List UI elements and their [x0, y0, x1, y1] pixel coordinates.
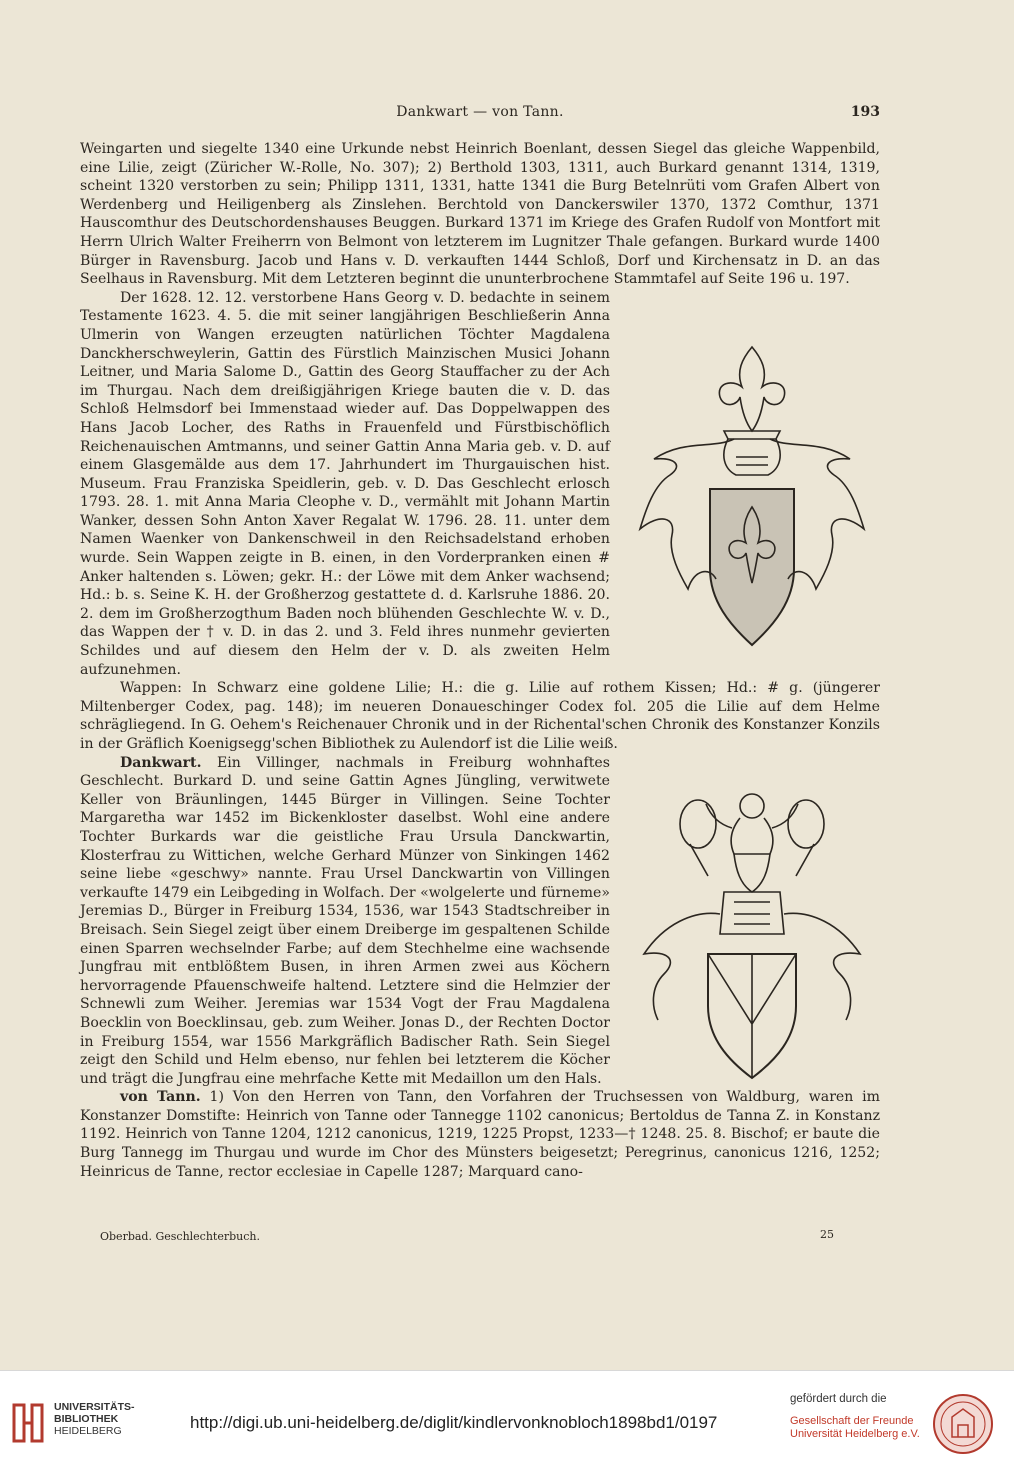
page-number: 193 [850, 104, 880, 120]
paragraph-4 [80, 754, 880, 1089]
permalink-url[interactable]: http://digi.ub.uni-heidelberg.de/diglit/kindlervonknobloch1898bd1/0197 [190, 1413, 718, 1432]
paragraph-2 [80, 289, 880, 679]
paragraph-5-text: 1) Von den Herren von Tann, den Vorfahren der Truchsessen von Waldburg, waren im Konstanzer Domstifte: Heinrich von Tanne oder Tannegge 1102 canonicus; Bertoldus de Tanna Z. in Konstanz 1192. Heinrich von Tanne 1204, 1212 canonicus, 1219, 1225 Propst, 1233—† 1248. 25. 8. Bischof; er baute die Burg Tannegg im Thurgau und wurde im Chor des Münsters beigesetzt; Peregrinus, canonicus 1216, 1252; Heinricus de Tanne, rector ecclesiae in Capelle 1287; Marquard cano- [80, 1089, 880, 1180]
digitization-banner [0, 1370, 1014, 1464]
university-seal-icon [932, 1393, 994, 1455]
page-header [80, 104, 880, 126]
lemma-dankwart: Dankwart. [120, 754, 202, 771]
coat-of-arms-figure [624, 339, 880, 657]
lemma-von-tann: von Tann. [120, 1089, 201, 1106]
sponsor-label: gefördert durch die [790, 1393, 887, 1405]
helm-arms-figure [624, 784, 880, 1084]
library-line-2: BIBLIOTHEK [54, 1413, 119, 1425]
paragraph-3: Wappen: In Schwarz eine goldene Lilie; H.: die g. Lilie auf rothem Kissen; Hd.: # g. (jüngerer Miltenberger Codex, pag. 148); im neueren Donaueschinger Codex fol. 205 die Lilie auf dem Helme schrägliegend. In G. Oehem's Reichenauer Chronik und in der Richental'schen Chronik des Konstanzer Konzils in der Gräflich Koenigsegg'schen Bibliothek zu Aulendorf ist die Lilie weiß. [80, 680, 880, 752]
fleur-de-lis-coat-of-arms-icon [624, 339, 880, 657]
footer-signature: 25 [820, 1228, 834, 1241]
body-text [80, 140, 880, 1181]
paragraph-2-text: Der 1628. 12. 12. verstorbene Hans Georg v. D. bedachte in seinem Testamente 1623. 4. 5. die mit seiner langjährigen Beschließerin Anna Ulmerin von Wangen erzeugten natürlichen Töchter Magdalena Danckherschweylerin, Gattin des Fürstlich Mainzischen Musici Johann Leitner, und Maria Salome D., Gattin des Georg Stauffacher zu der Ach im Thurgau. Nach dem dreißigjährigen Kriege bauten die v. D. das Schloß Helmsdorf bei Immenstaad wieder auf. Das Doppelwappen des Hans Jacob Locher, des Raths in Frauenfeld und Fürstbischöflich Reichenauischen Amtmanns, und seiner Gattin Anna Maria geb. v. D. auf einem Glasgemälde aus dem 17. Jahrhundert im Thurgauischen hist. Museum. Frau Franziska Speidlerin, geb. v. D. Das Geschlecht erlosch 1793. 28. 1. mit Anna Maria Cleophe v. D., vermählt mit Johann Martin Wanker, dessen Sohn Anton Xaver Regalat W. 1796. 28. 11. unter dem Namen Waenker von Dankenschweil in den Reichsadelstand erhoben wurde. Sein Wappen zeigte in B. einen, in den Vorderpranken einen # Anker haltenden s. Löwen; gekr. H.: der Löwe mit dem Anker wachsend; Hd.: b. s. Seine K. H. der Großherzog gestattete d. d. Karlsruhe 1886. 20. 2. dem im Großherzogthum Baden noch blühenden Geschlechte W. v. D., das Wappen der † v. D. in das 2. und 3. Feld ihres nunmehr gevierten Schildes und auf diesem den Helm der v. D. als zweiten Helm aufzunehmen. [80, 289, 610, 678]
footer-book-title: Oberbad. Geschlechterbuch. [100, 1230, 260, 1243]
library-line-3: HEIDELBERG [54, 1425, 122, 1437]
running-title: Dankwart — von Tann. [396, 104, 564, 120]
ub-logo-icon [10, 1401, 46, 1445]
library-line-1: UNIVERSITÄTS- [54, 1401, 135, 1413]
sponsor-line-1: Gesellschaft der Freunde [790, 1415, 914, 1427]
library-name [54, 1401, 135, 1437]
paragraph-4-text: Ein Villinger, nachmals in Freiburg wohnhaftes Geschlecht. Burkard D. und seine Gattin Agnes Jüngling, verwitwete Keller von Bräunlingen, 1445 Bürger in Villingen. Seine Tochter Margaretha war 1452 im Bickenkloster daselbst. Wohl eine andere Tochter Burkards war die geistliche Frau Ursula Danckwartin, Klosterfrau zu Wittichen, welche Gerhard Münzer von Sinkingen 1462 seine liebe «geschwy» nannte. Frau Ursel Danckwartin von Villingen verkaufte 1479 ein Leibgeding in Wolfach. Der «wolgelerte und fürneme» Jeremias D., Bürger in Freiburg 1534, 1536, war 1543 Stadtschreiber in Breisach. Sein Siegel zeigt über einem Dreiberge im gespaltenen Schilde einen Sparren wechselnder Farbe; auf dem Stechhelme eine wachsende Jungfrau mit entblößtem Busen, in ihren Armen zwei aus Köchern hervorragende Pfauenschweife haltend. Letztere sind die Helmzier der Schnewli zum Weiher. Jeremias war 1534 Vogt der Frau Magdalena Boecklin von Boecklinsau, geb. zum Weiher. Jonas D., der Rechten Doctor in Freiburg 1554, war 1556 Markgräflich Badischer Rath. Sein Siegel zeigt den Schild und Helm ebenso, nur fehlen bei letzterem die Köcher und trägt die Jungfrau eine mehrfache Kette mit Medaillon um den Hals. [80, 754, 610, 1087]
maiden-helm-chevron-arms-icon [624, 784, 880, 1084]
paragraph-5 [80, 1088, 880, 1181]
paragraph-1: Weingarten und siegelte 1340 eine Urkunde nebst Heinrich Boenlant, dessen Siegel das gleiche Wappenbild, eine Lilie, zeigt (Züricher W.-Rolle, No. 307); 2) Berthold 1303, 1311, auch Burkard genannt 1314, 1319, scheint 1320 verstorben zu sein; Philipp 1311, 1331, hatte 1341 die Burg Betelnrüti vom Grafen Albert von Werdenberg und Heiligenberg als Zinslehen. Berchtold von Danckerswiler 1370, 1372 Comthur, 1371 Hauscomthur des Deutschordenshauses Beuggen. Burkard 1371 im Kriege des Grafen Rudolf von Montfort mit Herrn Ulrich Walter Freiherrn von Belmont von letzterem im Lugnitzer Thale gefangen. Burkard wurde 1400 Bürger in Ravensburg. Jacob und Hans v. D. verkauften 1444 Schloß, Dorf und Kirchensatz in D. an das Seelhaus in Ravensburg. Mit dem Letzteren beginnt die ununterbrochene Stammtafel auf Seite 196 u. 197. [80, 141, 880, 288]
sponsor-line-2: Universität Heidelberg e.V. [790, 1428, 920, 1440]
sponsor-name [790, 1415, 920, 1441]
